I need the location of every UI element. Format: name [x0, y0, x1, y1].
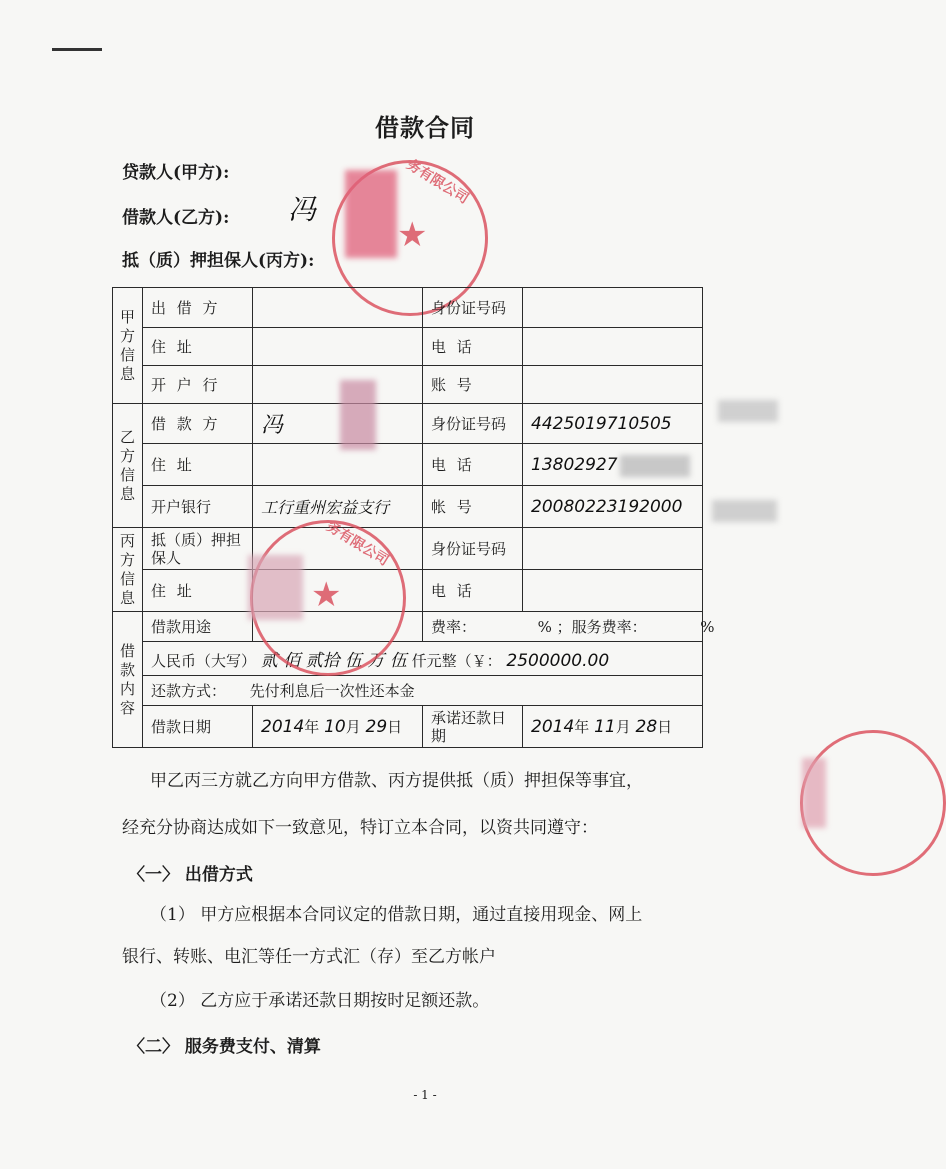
loan-purpose-label: 借款用途	[143, 612, 253, 642]
borrower-bank-value: 工行重州宏益支行	[253, 486, 423, 528]
borrower-phone-value: 13802927	[523, 444, 703, 486]
loan-date-month: 10	[324, 717, 346, 737]
promise-date-label: 承诺还款日期	[423, 706, 523, 748]
lender-account-label: 账 号	[423, 366, 523, 404]
repay-method-value: 先付利息后一次性还本金	[249, 682, 415, 700]
borrower-label: 借款人(乙方):	[122, 208, 230, 228]
guarantor-address-label: 住 址	[143, 570, 253, 612]
borrower-name-label: 借 款 方	[143, 404, 253, 444]
table-row	[113, 642, 703, 676]
lender-label: 贷款人(甲方):	[122, 163, 230, 183]
rate-unit: %	[537, 618, 552, 636]
lender-name-value	[253, 288, 423, 328]
lender-address-label: 住 址	[143, 328, 253, 366]
guarantor-id-value	[523, 528, 703, 570]
lender-account-value	[523, 366, 703, 404]
loan-date-label: 借款日期	[143, 706, 253, 748]
unit-year: 年	[574, 718, 590, 736]
borrower-signature: 冯	[288, 193, 317, 226]
table-row	[113, 366, 703, 404]
borrower-bank-label: 开户银行	[143, 486, 253, 528]
company-seal-top: ★ 务有限公司	[332, 160, 488, 316]
lender-name-label: 出 借 方	[143, 288, 253, 328]
intro-line-1: 甲乙丙三方就乙方向甲方借款、丙方提供抵（质）押担保等事宜，	[150, 771, 643, 791]
rate-cell	[423, 612, 715, 642]
borrower-id-label: 身份证号码	[423, 404, 523, 444]
clause-2: （2） 乙方应于承诺还款日期按时足额还款。	[150, 991, 490, 1011]
page-number: - 1 -	[413, 1088, 437, 1102]
repay-method-label: 还款方式：	[151, 682, 227, 700]
guarantor-phone-label: 电 话	[423, 570, 523, 612]
lender-id-label: 身份证号码	[423, 288, 523, 328]
redacted-blur	[802, 758, 826, 828]
unit-day: 日	[657, 718, 673, 736]
unit-month: 月	[345, 718, 361, 736]
lender-id-value	[523, 288, 703, 328]
company-seal-middle: ★ 务有限公司	[250, 520, 406, 676]
redacted-blur	[718, 400, 778, 422]
contract-title: 借款合同	[375, 113, 475, 142]
promise-date-day: 28	[635, 717, 658, 737]
party-b-section: 乙方信息	[113, 404, 143, 528]
guarantor-phone-value	[523, 570, 703, 612]
table-row	[113, 328, 703, 366]
borrower-id-value: 4425019710505	[523, 404, 703, 444]
table-row	[113, 404, 703, 444]
loan-date-year: 2014	[261, 717, 305, 737]
promise-date-month: 11	[594, 717, 616, 737]
service-rate-label: ；服务费率：	[556, 618, 647, 636]
guarantor-id-label: 身份证号码	[423, 528, 523, 570]
borrower-account-value: 20080223192000	[523, 486, 703, 528]
contract-info-table	[112, 287, 715, 748]
redacted-blur	[712, 500, 777, 522]
guarantor-label: 抵（质）押担保人(丙方):	[122, 251, 315, 271]
unit-month: 月	[615, 718, 631, 736]
party-c-section: 丙方信息	[113, 528, 143, 612]
table-row	[113, 676, 703, 706]
redacted-blur	[345, 170, 397, 258]
amount-handwritten: 贰 佰 贰拾 伍 万 伍	[260, 651, 407, 671]
guarantor-name-label: 抵（质）押担保人	[143, 528, 253, 570]
borrower-address-value	[253, 444, 423, 486]
table-row	[113, 528, 703, 570]
rate-label: 费率：	[431, 618, 477, 636]
section-2-title: 〈二〉 服务费支付、清算	[128, 1037, 321, 1057]
table-row	[113, 486, 703, 528]
table-row	[113, 288, 703, 328]
repay-method-cell	[143, 676, 703, 706]
table-row	[113, 444, 703, 486]
loan-date-day: 29	[365, 717, 388, 737]
lender-address-value	[253, 328, 423, 366]
service-rate-unit: %	[700, 618, 715, 636]
amount-prefix: 人民币（大写）	[151, 652, 257, 670]
section-1-title: 〈一〉 出借方式	[128, 865, 253, 885]
table-row	[113, 612, 703, 642]
table-row	[113, 570, 703, 612]
unit-year: 年	[304, 718, 320, 736]
table-row	[113, 706, 703, 748]
intro-line-2: 经充分协商达成如下一致意见，特订立本合同，以资共同遵守：	[122, 818, 598, 838]
clause-1-line-2: 银行、转账、电汇等任一方式汇（存）至乙方帐户	[122, 947, 496, 967]
unit-day: 日	[387, 718, 403, 736]
redacted-blur	[340, 380, 376, 450]
loan-date-value	[253, 706, 423, 748]
redacted-blur	[248, 555, 303, 620]
borrower-name-value: 冯	[253, 404, 423, 444]
borrower-phone-label: 电 话	[423, 444, 523, 486]
lender-bank-label: 开 户 行	[143, 366, 253, 404]
borrower-address-label: 住 址	[143, 444, 253, 486]
amount-number: 2500000.00	[506, 651, 610, 671]
lender-phone-label: 电 话	[423, 328, 523, 366]
loan-amount-cell	[143, 642, 703, 676]
scan-mark	[52, 48, 102, 51]
lender-phone-value	[523, 328, 703, 366]
promise-date-year: 2014	[531, 717, 575, 737]
clause-1-line-1: （1） 甲方应根据本合同议定的借款日期，通过直接用现金、网上	[150, 905, 643, 925]
amount-suffix: 仟元整（￥：	[411, 652, 502, 670]
loan-content-section: 借款内容	[113, 612, 143, 748]
redacted-blur	[620, 455, 690, 477]
borrower-account-label: 帐 号	[423, 486, 523, 528]
lender-bank-value	[253, 366, 423, 404]
party-a-section: 甲方信息	[113, 288, 143, 404]
promise-date-value	[523, 706, 703, 748]
